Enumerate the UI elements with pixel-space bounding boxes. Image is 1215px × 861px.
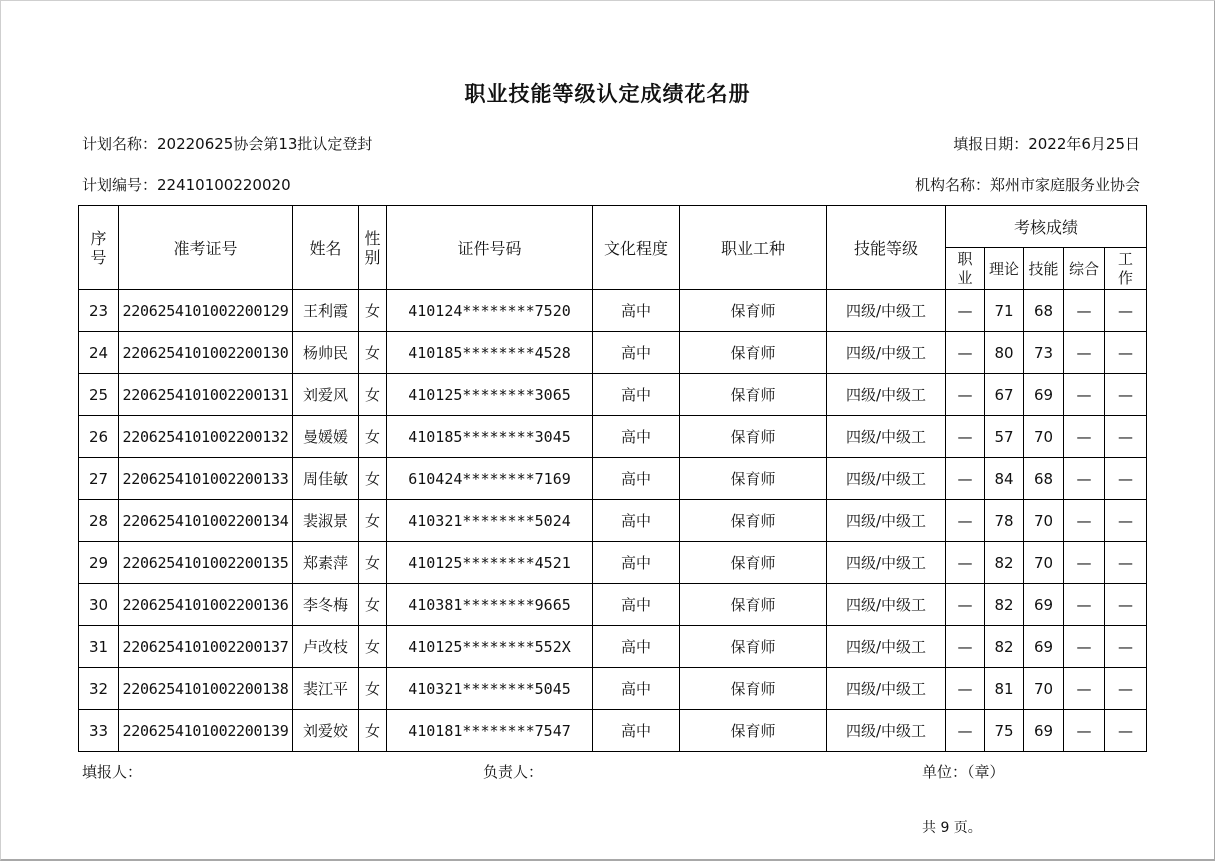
cell-id-no: 410185********3045	[387, 416, 593, 458]
cell-level: 四级/中级工	[827, 332, 946, 374]
cell-id-no: 410185********4528	[387, 332, 593, 374]
org-name: 机构名称：郑州市家庭服务业协会	[914, 176, 1140, 194]
cell-score-occupational: —	[946, 542, 985, 584]
cell-id-no: 410321********5045	[387, 668, 593, 710]
cell-name: 裴淑景	[293, 500, 359, 542]
cell-score-work: —	[1105, 374, 1147, 416]
cell-score-skill: 69	[1024, 626, 1064, 668]
cell-score-occupational: —	[946, 500, 985, 542]
cell-gender: 女	[359, 500, 387, 542]
cell-gender: 女	[359, 710, 387, 752]
cell-score-work: —	[1105, 542, 1147, 584]
cell-id-no: 410321********5024	[387, 500, 593, 542]
cell-score-theory: 71	[985, 290, 1024, 332]
cell-score-skill: 70	[1024, 542, 1064, 584]
cell-seq: 30	[79, 584, 119, 626]
cell-gender: 女	[359, 290, 387, 332]
table-row	[79, 290, 1147, 332]
cell-education: 高中	[593, 542, 680, 584]
cell-seq: 25	[79, 374, 119, 416]
score-roster-table	[78, 205, 1147, 752]
header-scores: 考核成绩	[946, 206, 1147, 248]
cell-education: 高中	[593, 500, 680, 542]
cell-score-work: —	[1105, 500, 1147, 542]
cell-exam-no: 2206254101002200138	[119, 668, 293, 710]
cell-name: 王利霞	[293, 290, 359, 332]
cell-level: 四级/中级工	[827, 542, 946, 584]
cell-level: 四级/中级工	[827, 290, 946, 332]
cell-gender: 女	[359, 374, 387, 416]
cell-score-overall: —	[1064, 584, 1105, 626]
cell-score-occupational: —	[946, 626, 985, 668]
cell-score-overall: —	[1064, 290, 1105, 332]
table-row	[79, 668, 1147, 710]
cell-name: 裴江平	[293, 668, 359, 710]
cell-exam-no: 2206254101002200130	[119, 332, 293, 374]
cell-id-no: 610424********7169	[387, 458, 593, 500]
cell-seq: 27	[79, 458, 119, 500]
cell-level: 四级/中级工	[827, 710, 946, 752]
cell-score-overall: —	[1064, 542, 1105, 584]
cell-seq: 26	[79, 416, 119, 458]
cell-name: 刘爱风	[293, 374, 359, 416]
cell-score-overall: —	[1064, 374, 1105, 416]
header-occupation: 职业工种	[680, 206, 827, 290]
header-gender: 性别	[359, 206, 387, 290]
cell-score-occupational: —	[946, 710, 985, 752]
cell-score-overall: —	[1064, 500, 1105, 542]
cell-exam-no: 2206254101002200132	[119, 416, 293, 458]
cell-score-skill: 70	[1024, 500, 1064, 542]
cell-score-overall: —	[1064, 458, 1105, 500]
cell-score-occupational: —	[946, 584, 985, 626]
cell-score-skill: 68	[1024, 290, 1064, 332]
cell-seq: 31	[79, 626, 119, 668]
cell-score-occupational: —	[946, 416, 985, 458]
header-seq: 序号	[79, 206, 119, 290]
cell-score-skill: 68	[1024, 458, 1064, 500]
cell-score-skill: 70	[1024, 668, 1064, 710]
cell-education: 高中	[593, 626, 680, 668]
cell-score-theory: 82	[985, 584, 1024, 626]
cell-score-theory: 82	[985, 542, 1024, 584]
table-row	[79, 710, 1147, 752]
table-row	[79, 626, 1147, 668]
cell-gender: 女	[359, 542, 387, 584]
cell-score-overall: —	[1064, 626, 1105, 668]
cell-level: 四级/中级工	[827, 458, 946, 500]
cell-exam-no: 2206254101002200137	[119, 626, 293, 668]
cell-score-skill: 70	[1024, 416, 1064, 458]
cell-level: 四级/中级工	[827, 374, 946, 416]
cell-exam-no: 2206254101002200136	[119, 584, 293, 626]
header-education: 文化程度	[593, 206, 680, 290]
cell-seq: 28	[79, 500, 119, 542]
cell-exam-no: 2206254101002200135	[119, 542, 293, 584]
unit-seal-label: 单位：（章）	[922, 763, 1005, 781]
cell-score-work: —	[1105, 332, 1147, 374]
cell-occupation: 保育师	[680, 290, 827, 332]
cell-gender: 女	[359, 626, 387, 668]
cell-exam-no: 2206254101002200133	[119, 458, 293, 500]
cell-score-skill: 69	[1024, 710, 1064, 752]
cell-seq: 33	[79, 710, 119, 752]
cell-seq: 32	[79, 668, 119, 710]
fill-date: 填报日期：2022年6月25日	[953, 135, 1140, 153]
cell-score-occupational: —	[946, 290, 985, 332]
header-score-occupational: 职业	[946, 248, 985, 290]
cell-education: 高中	[593, 458, 680, 500]
cell-score-work: —	[1105, 584, 1147, 626]
table-row	[79, 500, 1147, 542]
table-row	[79, 416, 1147, 458]
cell-gender: 女	[359, 584, 387, 626]
cell-score-theory: 75	[985, 710, 1024, 752]
page-count: 共 9 页。	[922, 820, 982, 836]
header-name: 姓名	[293, 206, 359, 290]
cell-score-skill: 69	[1024, 584, 1064, 626]
header-score-overall: 综合	[1064, 248, 1105, 290]
cell-score-theory: 84	[985, 458, 1024, 500]
cell-exam-no: 2206254101002200134	[119, 500, 293, 542]
cell-score-overall: —	[1064, 416, 1105, 458]
header-exam-no: 准考证号	[119, 206, 293, 290]
cell-name: 刘爱姣	[293, 710, 359, 752]
cell-score-work: —	[1105, 416, 1147, 458]
cell-seq: 29	[79, 542, 119, 584]
table-row	[79, 584, 1147, 626]
cell-level: 四级/中级工	[827, 668, 946, 710]
cell-education: 高中	[593, 332, 680, 374]
cell-id-no: 410381********9665	[387, 584, 593, 626]
cell-occupation: 保育师	[680, 668, 827, 710]
cell-level: 四级/中级工	[827, 626, 946, 668]
cell-gender: 女	[359, 458, 387, 500]
cell-score-theory: 57	[985, 416, 1024, 458]
cell-name: 曼媛媛	[293, 416, 359, 458]
header-id-no: 证件号码	[387, 206, 593, 290]
cell-gender: 女	[359, 416, 387, 458]
header-score-work: 工作	[1105, 248, 1147, 290]
cell-id-no: 410125********3065	[387, 374, 593, 416]
cell-score-theory: 82	[985, 626, 1024, 668]
cell-occupation: 保育师	[680, 458, 827, 500]
cell-score-work: —	[1105, 458, 1147, 500]
cell-id-no: 410125********4521	[387, 542, 593, 584]
cell-occupation: 保育师	[680, 584, 827, 626]
cell-education: 高中	[593, 374, 680, 416]
cell-gender: 女	[359, 668, 387, 710]
cell-seq: 24	[79, 332, 119, 374]
header-score-skill: 技能	[1024, 248, 1064, 290]
cell-score-work: —	[1105, 290, 1147, 332]
cell-score-work: —	[1105, 626, 1147, 668]
cell-score-theory: 67	[985, 374, 1024, 416]
cell-score-occupational: —	[946, 332, 985, 374]
plan-code: 计划编号：22410100220020	[82, 176, 291, 194]
cell-score-work: —	[1105, 710, 1147, 752]
cell-occupation: 保育师	[680, 416, 827, 458]
cell-score-skill: 73	[1024, 332, 1064, 374]
cell-score-occupational: —	[946, 668, 985, 710]
header-score-theory: 理论	[985, 248, 1024, 290]
cell-occupation: 保育师	[680, 542, 827, 584]
cell-seq: 23	[79, 290, 119, 332]
cell-score-occupational: —	[946, 458, 985, 500]
cell-name: 杨帅民	[293, 332, 359, 374]
cell-score-overall: —	[1064, 332, 1105, 374]
table-row	[79, 542, 1147, 584]
cell-name: 周佳敏	[293, 458, 359, 500]
cell-education: 高中	[593, 584, 680, 626]
cell-education: 高中	[593, 710, 680, 752]
responsible-label: 负责人：	[483, 763, 544, 781]
cell-score-work: —	[1105, 668, 1147, 710]
cell-level: 四级/中级工	[827, 500, 946, 542]
cell-score-skill: 69	[1024, 374, 1064, 416]
cell-education: 高中	[593, 290, 680, 332]
cell-education: 高中	[593, 668, 680, 710]
cell-exam-no: 2206254101002200139	[119, 710, 293, 752]
cell-occupation: 保育师	[680, 626, 827, 668]
cell-id-no: 410181********7547	[387, 710, 593, 752]
cell-occupation: 保育师	[680, 332, 827, 374]
filler-label: 填报人：	[82, 763, 143, 781]
cell-id-no: 410124********7520	[387, 290, 593, 332]
table-row	[79, 332, 1147, 374]
cell-score-theory: 80	[985, 332, 1024, 374]
cell-score-overall: —	[1064, 710, 1105, 752]
cell-occupation: 保育师	[680, 500, 827, 542]
cell-level: 四级/中级工	[827, 416, 946, 458]
cell-score-theory: 81	[985, 668, 1024, 710]
cell-score-overall: —	[1064, 668, 1105, 710]
cell-level: 四级/中级工	[827, 584, 946, 626]
header-level: 技能等级	[827, 206, 946, 290]
cell-exam-no: 2206254101002200129	[119, 290, 293, 332]
table-row	[79, 374, 1147, 416]
cell-occupation: 保育师	[680, 710, 827, 752]
cell-occupation: 保育师	[680, 374, 827, 416]
cell-score-occupational: —	[946, 374, 985, 416]
document-title: 职业技能等级认定成绩花名册	[464, 82, 751, 106]
cell-id-no: 410125********552X	[387, 626, 593, 668]
plan-name: 计划名称：20220625协会第13批认定登封	[82, 135, 373, 153]
cell-name: 卢改枝	[293, 626, 359, 668]
cell-gender: 女	[359, 332, 387, 374]
table-row	[79, 458, 1147, 500]
cell-education: 高中	[593, 416, 680, 458]
cell-name: 郑素萍	[293, 542, 359, 584]
cell-name: 李冬梅	[293, 584, 359, 626]
cell-score-theory: 78	[985, 500, 1024, 542]
cell-exam-no: 2206254101002200131	[119, 374, 293, 416]
